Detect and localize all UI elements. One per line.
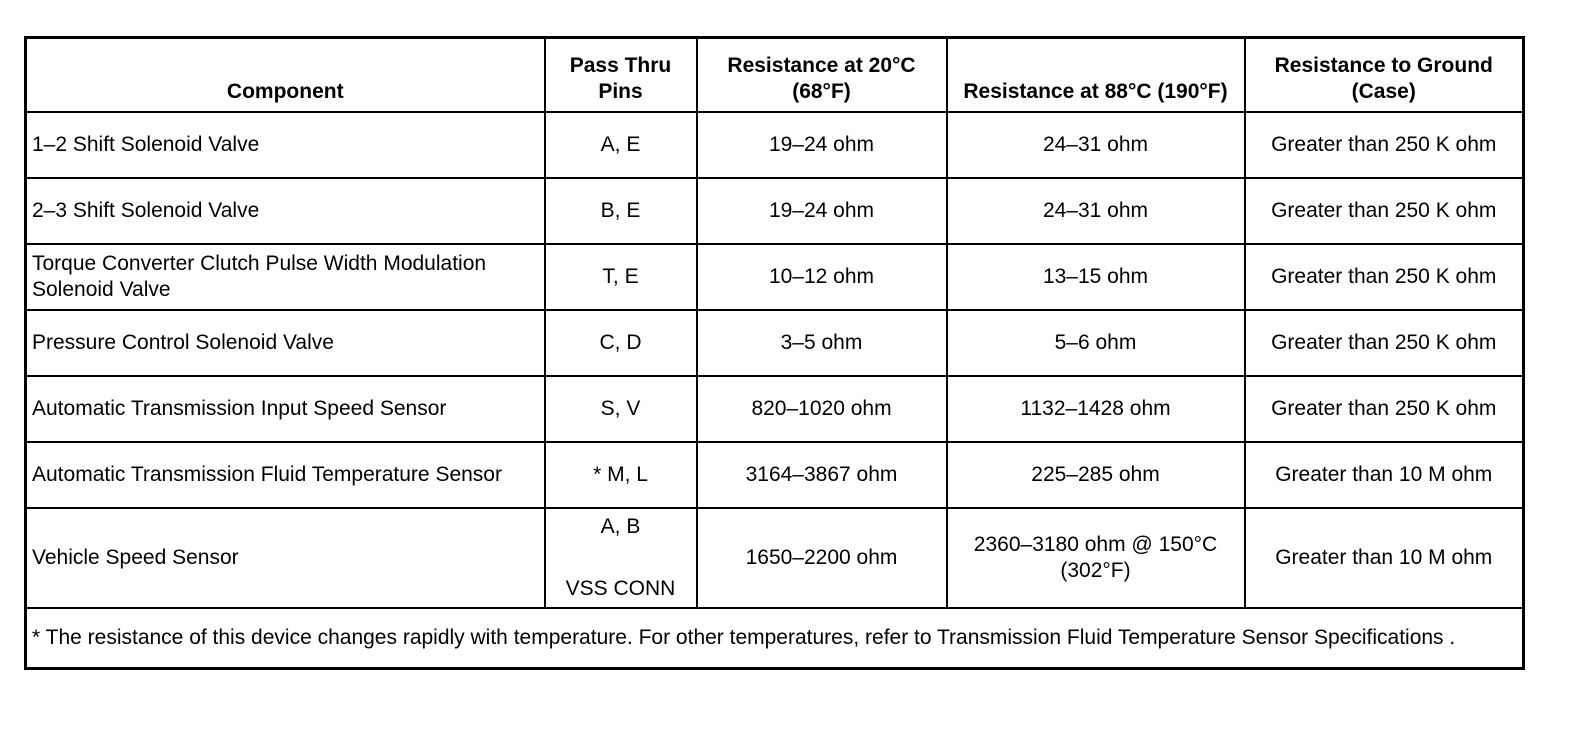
component-cell: Vehicle Speed Sensor [26, 508, 545, 608]
resistance-ground-cell: Greater than 250 K ohm [1245, 178, 1524, 244]
resistance-spec-table [24, 36, 1525, 670]
resistance-ground-cell: Greater than 250 K ohm [1245, 376, 1524, 442]
component-cell: Torque Converter Clutch Pulse Width Modulation Solenoid Valve [26, 244, 545, 310]
resistance-ground-cell: Greater than 10 M ohm [1245, 508, 1524, 608]
resistance-88c-cell: 13–15 ohm [947, 244, 1245, 310]
header-resistance-88c: Resistance at 88°C (190°F) [947, 38, 1245, 113]
resistance-20c-cell: 820–1020 ohm [697, 376, 947, 442]
pins-cell: S, V [545, 376, 697, 442]
table-row [26, 244, 1524, 310]
table-row [26, 310, 1524, 376]
pins-cell: A, E [545, 112, 697, 178]
component-cell: Automatic Transmission Fluid Temperature Sensor [26, 442, 545, 508]
pins-cell: * M, L [545, 442, 697, 508]
pins-cell: C, D [545, 310, 697, 376]
header-component: Component [26, 38, 545, 113]
component-cell: Pressure Control Solenoid Valve [26, 310, 545, 376]
table-row [26, 376, 1524, 442]
footnote-cell: * The resistance of this device changes rapidly with temperature. For other temperatures, refer to Transmission Fluid Temperature Sensor Specifications . [26, 608, 1524, 669]
table-row [26, 112, 1524, 178]
resistance-20c-cell: 10–12 ohm [697, 244, 947, 310]
table-header-row [26, 38, 1524, 113]
spec-table-container [24, 36, 1525, 670]
header-resistance-ground: Resistance to Ground (Case) [1245, 38, 1524, 113]
resistance-ground-cell: Greater than 250 K ohm [1245, 310, 1524, 376]
resistance-20c-cell: 3164–3867 ohm [697, 442, 947, 508]
component-cell: Automatic Transmission Input Speed Sensor [26, 376, 545, 442]
resistance-ground-cell: Greater than 250 K ohm [1245, 112, 1524, 178]
pins-connector: VSS CONN [565, 577, 676, 600]
component-cell: 1–2 Shift Solenoid Valve [26, 112, 545, 178]
header-resistance-20c: Resistance at 20°C (68°F) [697, 38, 947, 113]
resistance-20c-cell: 19–24 ohm [697, 112, 947, 178]
pins-value: A, B [600, 515, 641, 538]
resistance-20c-cell: 3–5 ohm [697, 310, 947, 376]
resistance-88c-cell: 2360–3180 ohm @ 150°C (302°F) [947, 508, 1245, 608]
resistance-88c-cell: 225–285 ohm [947, 442, 1245, 508]
pins-cell: B, E [545, 178, 697, 244]
resistance-88c-cell: 24–31 ohm [947, 112, 1245, 178]
table-row [26, 442, 1524, 508]
footnote-row [26, 608, 1524, 669]
resistance-88c-cell: 24–31 ohm [947, 178, 1245, 244]
component-cell: 2–3 Shift Solenoid Valve [26, 178, 545, 244]
header-pins: Pass Thru Pins [545, 38, 697, 113]
resistance-ground-cell: Greater than 10 M ohm [1245, 442, 1524, 508]
table-row [26, 178, 1524, 244]
resistance-20c-cell: 1650–2200 ohm [697, 508, 947, 608]
pins-cell: T, E [545, 244, 697, 310]
resistance-20c-cell: 19–24 ohm [697, 178, 947, 244]
pins-cell [545, 508, 697, 608]
resistance-88c-cell: 1132–1428 ohm [947, 376, 1245, 442]
table-row [26, 508, 1524, 608]
resistance-88c-cell: 5–6 ohm [947, 310, 1245, 376]
resistance-ground-cell: Greater than 250 K ohm [1245, 244, 1524, 310]
